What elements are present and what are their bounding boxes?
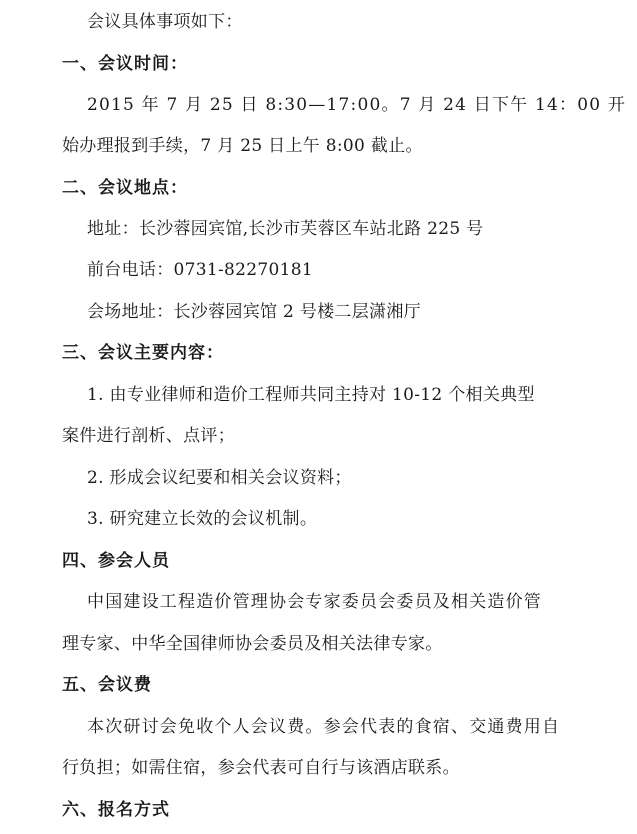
paragraph-line: 始办理报到手续，7 月 25 日上午 8:00 截止。 — [62, 136, 423, 156]
paragraph-line: 案件进行剖析、点评； — [62, 426, 235, 446]
paragraph-line: 1. 由专业律师和造价工程师共同主持对 10-12 个相关典型 — [87, 385, 535, 405]
paragraph-line: 地址：长沙蓉园宾馆,长沙市芙蓉区车站北路 225 号 — [87, 219, 484, 239]
section-heading-venue: 二、会议地点： — [62, 178, 188, 198]
section-heading-attendees: 四、参会人员 — [62, 551, 170, 571]
paragraph-line: 前台电话：0731-82270181 — [87, 260, 313, 280]
paragraph-line: 3. 研究建立长效的会议机制。 — [87, 509, 318, 529]
section-heading-content: 三、会议主要内容： — [62, 343, 224, 363]
paragraph-line: 行负担；如需住宿，参会代表可自行与该酒店联系。 — [62, 758, 460, 778]
paragraph-line: 会场地址：长沙蓉园宾馆 2 号楼二层潇湘厅 — [87, 302, 421, 322]
section-heading-time: 一、会议时间： — [62, 54, 188, 74]
paragraph-line: 理专家、中华全国律师协会委员及相关法律专家。 — [62, 634, 443, 654]
paragraph-line: 中国建设工程造价管理协会专家委员会委员及相关造价管 — [87, 592, 542, 612]
paragraph-line: 2. 形成会议纪要和相关会议资料； — [87, 468, 352, 488]
paragraph-line: 本次研讨会免收个人会议费。参会代表的食宿、交通费用自 — [87, 717, 561, 737]
section-heading-registration: 六、报名方式 — [62, 800, 170, 820]
intro-line: 会议具体事项如下： — [87, 12, 243, 32]
paragraph-line: 2015 年 7 月 25 日 8:30—17:00。7 月 24 日下午 14：00 开 — [87, 95, 627, 115]
section-heading-fee: 五、会议费 — [62, 675, 152, 695]
